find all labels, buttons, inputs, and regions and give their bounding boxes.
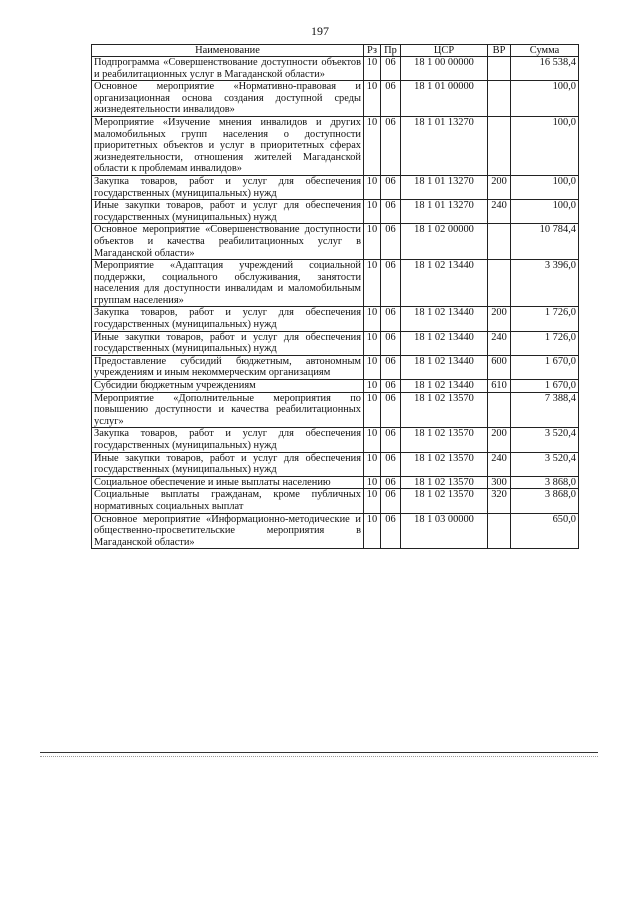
cell-vr <box>488 57 511 81</box>
cell-vr: 200 <box>488 175 511 199</box>
table-row <box>92 200 579 224</box>
cell-rz: 10 <box>364 452 381 476</box>
table-row <box>92 260 579 307</box>
cell-name: Предоставление субсидий бюджетным, автономным учреждениям и иным некоммерческим организациям <box>92 355 364 379</box>
cell-sum: 3 868,0 <box>511 489 579 513</box>
cell-rz: 10 <box>364 476 381 489</box>
cell-vr: 200 <box>488 428 511 452</box>
cell-name: Мероприятие «Дополнительные мероприятия по повышению доступности и качества реабилитационных услуг» <box>92 392 364 428</box>
cell-name: Социальные выплаты гражданам, кроме публичных нормативных социальных выплат <box>92 489 364 513</box>
cell-name: Основное мероприятие «Совершенствование доступности объектов и качества реабилитационных услуг в Магаданской области» <box>92 224 364 260</box>
cell-sum: 1 726,0 <box>511 331 579 355</box>
cell-sum: 1 726,0 <box>511 307 579 331</box>
cell-pr: 06 <box>381 81 401 117</box>
page-number: 197 <box>311 24 329 38</box>
table-row <box>92 476 579 489</box>
cell-csr: 18 1 02 13440 <box>401 260 488 307</box>
cell-rz: 10 <box>364 355 381 379</box>
cell-pr: 06 <box>381 224 401 260</box>
cell-sum: 1 670,0 <box>511 355 579 379</box>
cell-csr: 18 1 02 13570 <box>401 392 488 428</box>
cell-rz: 10 <box>364 392 381 428</box>
cell-rz: 10 <box>364 513 381 549</box>
cell-vr <box>488 224 511 260</box>
cell-pr: 06 <box>381 476 401 489</box>
cell-vr: 240 <box>488 331 511 355</box>
cell-csr: 18 1 01 13270 <box>401 116 488 175</box>
cell-pr: 06 <box>381 513 401 549</box>
header-name: Наименование <box>92 45 364 57</box>
cell-name: Основное мероприятие «Нормативно-правовая и организационная основа создания доступной среды жизнедеятельности инвалидов» <box>92 81 364 117</box>
table-row <box>92 452 579 476</box>
cell-sum: 650,0 <box>511 513 579 549</box>
cell-pr: 06 <box>381 116 401 175</box>
cell-vr: 240 <box>488 452 511 476</box>
cell-csr: 18 1 02 13440 <box>401 307 488 331</box>
cell-sum: 100,0 <box>511 81 579 117</box>
table-row <box>92 57 579 81</box>
table-row <box>92 355 579 379</box>
table-row <box>92 224 579 260</box>
table-row <box>92 116 579 175</box>
cell-rz: 10 <box>364 331 381 355</box>
cell-csr: 18 1 02 13440 <box>401 380 488 393</box>
cell-name: Иные закупки товаров, работ и услуг для обеспечения государственных (муниципальных) нужд <box>92 452 364 476</box>
cell-csr: 18 1 02 13570 <box>401 452 488 476</box>
cell-rz: 10 <box>364 380 381 393</box>
cell-csr: 18 1 01 13270 <box>401 200 488 224</box>
cell-csr: 18 1 02 13440 <box>401 355 488 379</box>
cell-csr: 18 1 02 13570 <box>401 489 488 513</box>
cell-csr: 18 1 03 00000 <box>401 513 488 549</box>
cell-pr: 06 <box>381 355 401 379</box>
table-row <box>92 175 579 199</box>
cell-name: Социальное обеспечение и иные выплаты населению <box>92 476 364 489</box>
cell-vr <box>488 260 511 307</box>
footer-divider <box>40 752 598 753</box>
cell-pr: 06 <box>381 392 401 428</box>
budget-table <box>91 44 579 549</box>
header-rz: Рз <box>364 45 381 57</box>
cell-sum: 7 388,4 <box>511 392 579 428</box>
cell-rz: 10 <box>364 489 381 513</box>
cell-vr <box>488 513 511 549</box>
cell-name: Основное мероприятие «Информационно-методические и общественно-просветительские мероприятия в Магаданской области» <box>92 513 364 549</box>
cell-vr <box>488 81 511 117</box>
cell-rz: 10 <box>364 81 381 117</box>
cell-vr: 600 <box>488 355 511 379</box>
cell-name: Закупка товаров, работ и услуг для обеспечения государственных (муниципальных) нужд <box>92 175 364 199</box>
table-row <box>92 489 579 513</box>
cell-vr: 200 <box>488 307 511 331</box>
cell-pr: 06 <box>381 452 401 476</box>
cell-csr: 18 1 02 13440 <box>401 331 488 355</box>
table-row <box>92 428 579 452</box>
table-row <box>92 307 579 331</box>
cell-pr: 06 <box>381 57 401 81</box>
table-header-row <box>92 45 579 57</box>
cell-vr: 610 <box>488 380 511 393</box>
cell-rz: 10 <box>364 224 381 260</box>
cell-rz: 10 <box>364 57 381 81</box>
cell-sum: 10 784,4 <box>511 224 579 260</box>
cell-vr: 320 <box>488 489 511 513</box>
cell-pr: 06 <box>381 260 401 307</box>
cell-csr: 18 1 01 13270 <box>401 175 488 199</box>
header-vr: ВР <box>488 45 511 57</box>
cell-name: Иные закупки товаров, работ и услуг для обеспечения государственных (муниципальных) нужд <box>92 331 364 355</box>
cell-name: Подпрограмма «Совершенствование доступности объектов и реабилитационных услуг в Магаданской области» <box>92 57 364 81</box>
cell-csr: 18 1 02 13570 <box>401 476 488 489</box>
cell-pr: 06 <box>381 380 401 393</box>
cell-rz: 10 <box>364 200 381 224</box>
cell-sum: 1 670,0 <box>511 380 579 393</box>
cell-vr: 240 <box>488 200 511 224</box>
cell-name: Закупка товаров, работ и услуг для обеспечения государственных (муниципальных) нужд <box>92 307 364 331</box>
cell-sum: 100,0 <box>511 200 579 224</box>
header-sum: Сумма <box>511 45 579 57</box>
table-row <box>92 513 579 549</box>
cell-pr: 06 <box>381 200 401 224</box>
cell-sum: 3 520,4 <box>511 452 579 476</box>
footer-divider-secondary <box>40 756 598 757</box>
cell-vr <box>488 392 511 428</box>
cell-rz: 10 <box>364 116 381 175</box>
cell-name: Субсидии бюджетным учреждениям <box>92 380 364 393</box>
cell-rz: 10 <box>364 307 381 331</box>
cell-sum: 16 538,4 <box>511 57 579 81</box>
cell-name: Закупка товаров, работ и услуг для обеспечения государственных (муниципальных) нужд <box>92 428 364 452</box>
cell-name: Иные закупки товаров, работ и услуг для обеспечения государственных (муниципальных) нужд <box>92 200 364 224</box>
cell-vr: 300 <box>488 476 511 489</box>
cell-name: Мероприятие «Изучение мнения инвалидов и других маломобильных групп населения о доступности приоритетных объектов и услуг в приоритетных сферах жизнедеятельности, отношения жителей Магаданской области к проблемам инвалидов» <box>92 116 364 175</box>
cell-rz: 10 <box>364 428 381 452</box>
cell-vr <box>488 116 511 175</box>
header-csr: ЦСР <box>401 45 488 57</box>
cell-rz: 10 <box>364 175 381 199</box>
cell-sum: 3 868,0 <box>511 476 579 489</box>
table-row <box>92 380 579 393</box>
cell-sum: 100,0 <box>511 116 579 175</box>
cell-sum: 3 520,4 <box>511 428 579 452</box>
cell-rz: 10 <box>364 260 381 307</box>
cell-csr: 18 1 01 00000 <box>401 81 488 117</box>
cell-pr: 06 <box>381 331 401 355</box>
cell-pr: 06 <box>381 428 401 452</box>
header-pr: Пр <box>381 45 401 57</box>
cell-name: Мероприятие «Адаптация учреждений социальной поддержки, социального обслуживания, занятости населения для доступности инвалидам и маломобильным группам населения» <box>92 260 364 307</box>
cell-pr: 06 <box>381 175 401 199</box>
table-row <box>92 392 579 428</box>
cell-csr: 18 1 00 00000 <box>401 57 488 81</box>
table-row <box>92 81 579 117</box>
cell-csr: 18 1 02 00000 <box>401 224 488 260</box>
cell-sum: 3 396,0 <box>511 260 579 307</box>
cell-csr: 18 1 02 13570 <box>401 428 488 452</box>
cell-pr: 06 <box>381 489 401 513</box>
table-row <box>92 331 579 355</box>
cell-sum: 100,0 <box>511 175 579 199</box>
cell-pr: 06 <box>381 307 401 331</box>
